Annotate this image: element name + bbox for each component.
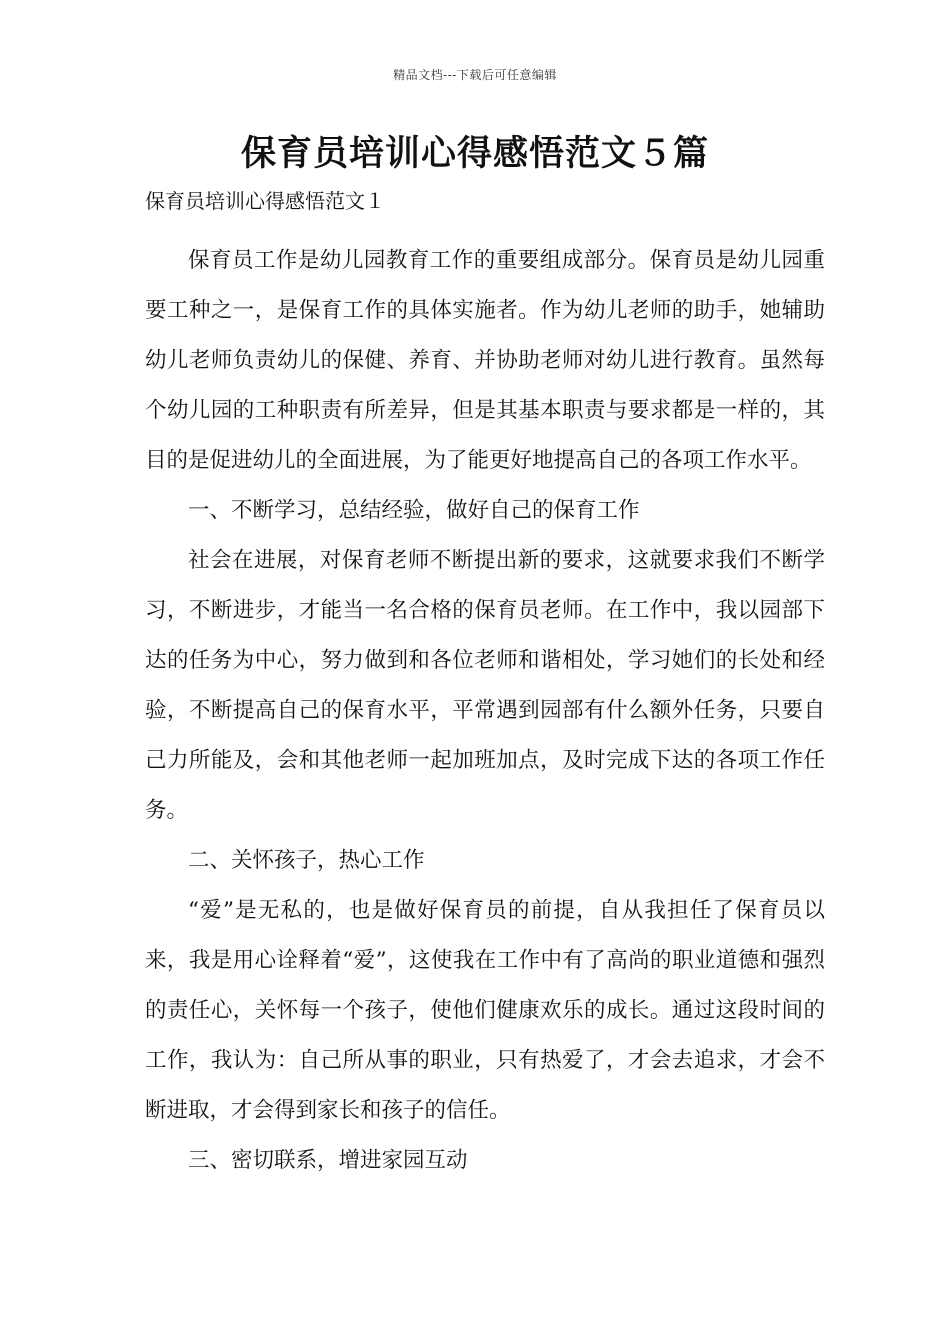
header-note: 精品文档---下载后可任意编辑 (393, 68, 557, 82)
document-body (145, 186, 825, 1186)
paragraph-intro: 保育员工作是幼儿园教育工作的重要组成部分。保育员是幼儿园重要工种之一，是保育工作的具体实施者。作为幼儿老师的助手，她辅助幼儿老师负责幼儿的保健、养育、并协助老师对幼儿进行教育。虽然每个幼儿园的工种职责有所差异，但是其基本职责与要求都是一样的，其目的是促进幼儿的全面进展，为了能更好地提高自己的各项工作水平。 (145, 248, 825, 473)
paragraph-section-1: 社会在进展，对保育老师不断提出新的要求，这就要求我们不断学习，不断进步，才能当一名合格的保育员老师。在工作中，我以园部下达的任务为中心，努力做到和各位老师和谐相处，学习她们的长处和经验，不断提高自己的保育水平，平常遇到园部有什么额外任务，只要自己力所能及，会和其他老师一起加班加点，及时完成下达的各项工作任务。 (145, 548, 825, 823)
paragraph-section-2: “爱”是无私的，也是做好保育员的前提，自从我担任了保育员以来，我是用心诠释着“爱”，这使我在工作中有了高尚的职业道德和强烈的责任心，关怀每一个孩子，使他们健康欢乐的成长。通过这段时间的工作，我认为：自己所从事的职业，只有热爱了，才会去追求，才会不断进取，才会得到家长和孩子的信任。 (145, 898, 825, 1123)
document-title: 保育员培训心得感悟范文５篇 (240, 134, 709, 174)
section-heading-2: 二、关怀孩子，热心工作 (188, 848, 425, 873)
section-heading-3: 三、密切联系，增进家园互动 (188, 1148, 468, 1173)
essay-subtitle: 保育员培训心得感悟范文１ (145, 189, 385, 213)
section-heading-1: 一、不断学习，总结经验，做好自己的保育工作 (188, 498, 640, 523)
